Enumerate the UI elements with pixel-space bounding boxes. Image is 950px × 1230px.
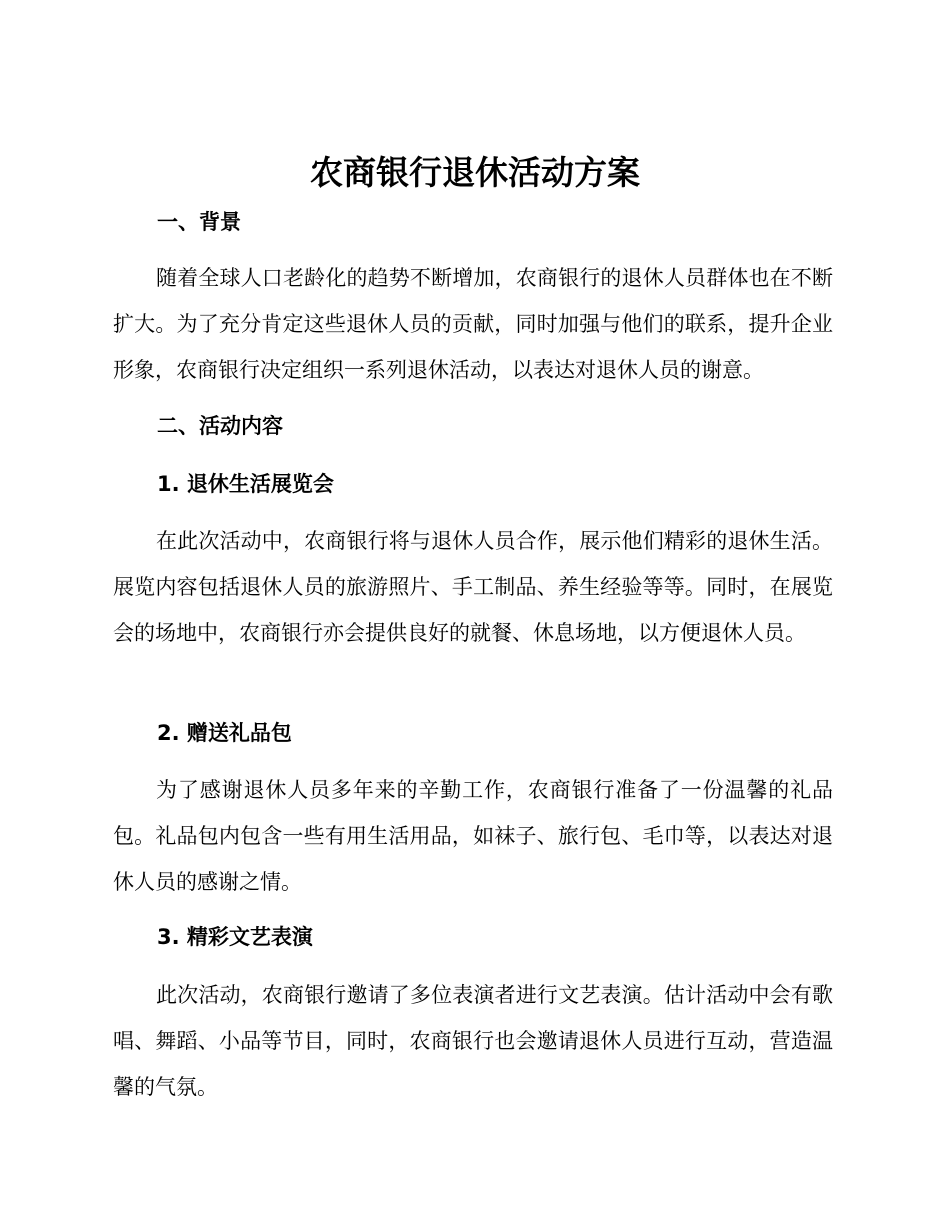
subheading-performance: 3. 精彩文艺表演	[157, 925, 313, 949]
section-heading-activities: 二、活动内容	[157, 414, 283, 438]
section-heading-background: 一、背景	[157, 210, 241, 234]
paragraph-performance: 此次活动，农商银行邀请了多位表演者进行文艺表演。估计活动中会有歌唱、舞蹈、小品等节目，同时，农商银行也会邀请退休人员进行互动，营造温馨的气氛。	[113, 983, 833, 1099]
subheading-gift-package: 2. 赠送礼品包	[157, 721, 292, 745]
paragraph-retirement-exhibition: 在此次活动中，农商银行将与退休人员合作，展示他们精彩的退休生活。展览内容包括退休人员的旅游照片、手工制品、养生经验等等。同时，在展览会的场地中，农商银行亦会提供良好的就餐、休息场地，以方便退休人员。	[113, 529, 833, 645]
subheading-retirement-exhibition: 1. 退休生活展览会	[157, 472, 334, 496]
paragraph-background: 随着全球人口老龄化的趋势不断增加，农商银行的退休人员群体也在不断扩大。为了充分肯定这些退休人员的贡献，同时加强与他们的联系，提升企业形象，农商银行决定组织一系列退休活动，以表达对退休人员的谢意。	[113, 266, 833, 382]
paragraph-gift-package: 为了感谢退休人员多年来的辛勤工作，农商银行准备了一份温馨的礼品包。礼品包内包含一些有用生活用品，如袜子、旅行包、毛巾等，以表达对退休人员的感谢之情。	[113, 778, 833, 894]
document-title: 农商银行退休活动方案	[310, 153, 640, 192]
